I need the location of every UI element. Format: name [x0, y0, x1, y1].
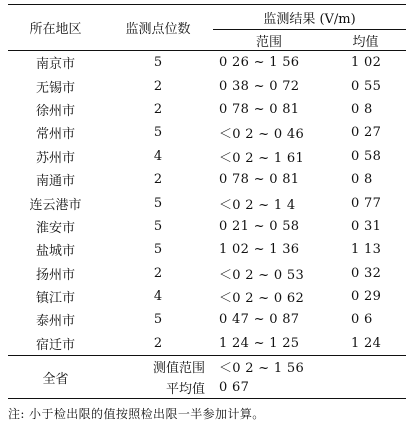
- cell-mean: 0 8: [351, 101, 373, 117]
- cell-mean: 0 55: [351, 78, 382, 94]
- cell-points: 5: [153, 195, 163, 211]
- cell-range: ＜0 2 ~ 1 61: [219, 150, 305, 166]
- cell-range: 0 47 ~ 0 87: [219, 312, 300, 328]
- cell-range: 0 78 ~ 0 81: [219, 172, 300, 188]
- cell-region: 南通市: [35, 174, 75, 190]
- cell-mean: 0 77: [351, 195, 382, 211]
- cell-points: 2: [153, 101, 163, 117]
- table-row: [8, 51, 406, 75]
- table-row: [8, 215, 406, 238]
- cell-region: 常州市: [35, 127, 75, 143]
- summary-region: 全省: [8, 356, 103, 399]
- cell-range: 1 24 ~ 1 25: [213, 332, 325, 356]
- summary-empty-cell: [325, 377, 406, 399]
- cell-mean: 1 13: [351, 242, 382, 258]
- monitoring-results-table: [8, 4, 406, 399]
- cell-points: 2: [153, 265, 163, 281]
- summary-row-range: [8, 356, 406, 378]
- header-range: 范围: [213, 30, 325, 51]
- header-points: 监测点位数: [103, 5, 213, 51]
- cell-points: 5: [153, 242, 163, 258]
- monitoring-results-table-wrapper: [8, 4, 406, 399]
- table-row: [8, 308, 406, 331]
- cell-points: 5: [153, 55, 163, 71]
- cell-points: 5: [153, 125, 163, 141]
- table-row: [8, 74, 406, 97]
- cell-points: 5: [153, 218, 163, 234]
- cell-mean: 1 24: [325, 332, 406, 356]
- table-row: [8, 262, 406, 285]
- cell-mean: 0 58: [351, 148, 382, 164]
- cell-points: 4: [153, 148, 163, 164]
- cell-region: 无锡市: [35, 80, 75, 96]
- cell-region: 扬州市: [35, 267, 75, 283]
- table-row: [8, 145, 406, 168]
- cell-range: 1 02 ~ 1 36: [219, 242, 300, 258]
- cell-region: 盐城市: [35, 244, 75, 260]
- summary-range-value: ＜0 2 ~ 1 56: [219, 361, 305, 377]
- cell-range: ＜0 2 ~ 0 53: [219, 267, 305, 283]
- footnote: 注: 小于检出限的值按照检出限一半参加计算。: [8, 407, 265, 421]
- cell-range: ＜0 2 ~ 1 4: [219, 197, 296, 213]
- cell-mean: 0 27: [351, 125, 382, 141]
- cell-region: 徐州市: [35, 103, 75, 119]
- cell-points: 5: [153, 312, 163, 328]
- cell-mean: 0 6: [351, 312, 373, 328]
- cell-region: 苏州市: [35, 150, 75, 166]
- cell-region: 南京市: [35, 57, 75, 73]
- table-body: [8, 51, 406, 399]
- cell-points: 2: [103, 332, 213, 356]
- summary-range-label: 测值范围: [152, 361, 205, 377]
- cell-range: 0 78 ~ 0 81: [219, 101, 300, 117]
- table-row: [8, 121, 406, 144]
- cell-range: 0 38 ~ 0 72: [219, 78, 300, 94]
- cell-range: ＜0 2 ~ 0 46: [219, 127, 305, 143]
- header-region: 所在地区: [8, 5, 103, 51]
- cell-region: 连云港市: [29, 197, 82, 213]
- cell-mean: 0 32: [351, 265, 382, 281]
- header-mean: 均值: [325, 30, 406, 51]
- cell-points: 2: [153, 172, 163, 188]
- table-row: [8, 191, 406, 214]
- cell-mean: 1 02: [351, 55, 382, 71]
- table-row: [8, 285, 406, 308]
- cell-region: 泰州市: [35, 314, 75, 330]
- table-row: [8, 98, 406, 121]
- summary-empty-cell: [325, 356, 406, 378]
- cell-points: 4: [153, 289, 163, 305]
- summary-mean-value: 0 67: [213, 377, 325, 399]
- cell-range: 0 26 ~ 1 56: [219, 55, 300, 71]
- table-row: [8, 332, 406, 356]
- cell-points: 2: [153, 78, 163, 94]
- header-result: 监测结果 (V/m): [213, 5, 406, 30]
- cell-mean: 0 8: [351, 172, 373, 188]
- cell-range: ＜0 2 ~ 0 62: [219, 291, 305, 307]
- table-row: [8, 168, 406, 191]
- summary-mean-label: 平均值: [103, 377, 213, 399]
- cell-region: 宿迁市: [8, 332, 103, 356]
- cell-range: 0 21 ~ 0 58: [219, 218, 300, 234]
- cell-region: 镇江市: [35, 291, 75, 307]
- table-row: [8, 238, 406, 261]
- cell-mean: 0 31: [351, 218, 382, 234]
- cell-region: 淮安市: [35, 220, 75, 236]
- cell-mean: 0 29: [351, 289, 382, 305]
